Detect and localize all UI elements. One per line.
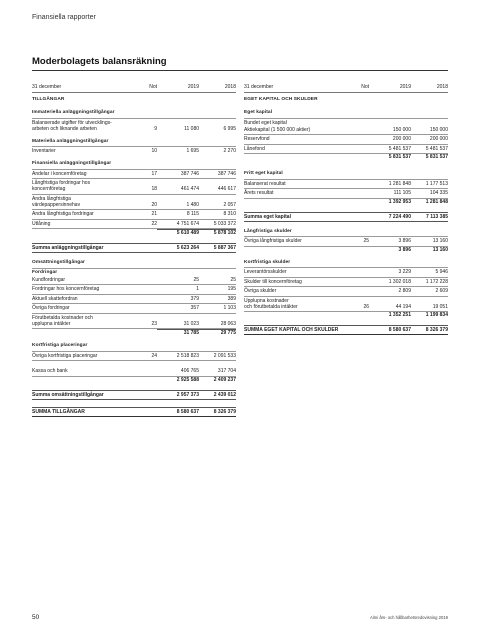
subgroup-heading-text: Bundet eget kapital bbox=[244, 119, 287, 126]
subtotal-2019: 5 610 489 bbox=[157, 229, 199, 236]
row-label: Balanserade utgifter för utvecklings- arbeten och liknande arbeten bbox=[32, 119, 112, 132]
grand-total-label: SUMMA TILLGÅNGAR bbox=[32, 408, 85, 415]
row-2018: 317 704 bbox=[217, 368, 236, 374]
row-label: Förutbetalda kostnader och upplupna intäkter bbox=[32, 314, 93, 327]
table-row bbox=[244, 238, 448, 247]
table-row bbox=[32, 196, 236, 211]
table-row bbox=[32, 148, 236, 154]
financial-rows bbox=[32, 171, 236, 230]
grand-total-2018: 8 326 379 bbox=[213, 408, 236, 415]
subgroup-heading bbox=[244, 120, 448, 126]
col-header-2019: 2019 bbox=[399, 84, 411, 90]
title-divider bbox=[32, 70, 448, 71]
table-row bbox=[244, 190, 448, 199]
row-label: Skulder till koncernföretag bbox=[244, 278, 302, 285]
row-2019: 4 751 674 bbox=[176, 220, 199, 227]
group-heading bbox=[32, 260, 236, 269]
col-header-label: 31 december bbox=[244, 84, 274, 90]
row-label: Utlåning bbox=[32, 220, 51, 227]
group-heading-text: Kortfristiga skulder bbox=[244, 259, 291, 265]
total-label: Summa omsättningstillgångar bbox=[32, 391, 104, 398]
table-row bbox=[32, 221, 236, 230]
row-label: Reservfond bbox=[244, 136, 270, 142]
table-row bbox=[244, 146, 448, 155]
col-header-note: Not bbox=[361, 84, 369, 90]
subtotal-2018: 5 831 537 bbox=[425, 154, 448, 160]
total-row bbox=[32, 390, 236, 400]
row-2018: 2 091 533 bbox=[213, 352, 236, 359]
row-2018: 150 000 bbox=[429, 126, 448, 133]
row-2019: 2 518 823 bbox=[176, 352, 199, 359]
group-heading-text: Finansiella anläggningstillgångar bbox=[32, 161, 112, 166]
row-2019: 44 194 bbox=[395, 303, 411, 310]
section-title bbox=[244, 97, 448, 103]
col-header-note: Not bbox=[149, 84, 157, 90]
table-row bbox=[244, 136, 448, 145]
table-row bbox=[244, 181, 448, 190]
group-heading-text: Omsättningstillgångar bbox=[32, 260, 86, 265]
table-row bbox=[244, 127, 448, 136]
row-note: 20 bbox=[151, 201, 157, 208]
subtotal-2018: 29 775 bbox=[199, 329, 236, 336]
group-heading bbox=[244, 229, 448, 238]
row-label: Leverantörsskulder bbox=[244, 269, 287, 275]
table-row bbox=[32, 353, 236, 362]
free-equity-rows bbox=[244, 181, 448, 199]
receivables-rows bbox=[32, 277, 236, 330]
page-number: 50 bbox=[32, 614, 40, 621]
table-row bbox=[32, 180, 236, 195]
subtotal-row bbox=[244, 312, 448, 318]
row-2018: 1 177 513 bbox=[425, 180, 448, 187]
grand-total-2019: 8 580 637 bbox=[388, 327, 411, 333]
row-label: Fordringar hos koncernföretag bbox=[32, 286, 100, 292]
grand-total-2019: 8 580 637 bbox=[176, 408, 199, 415]
group-heading bbox=[32, 343, 236, 352]
col-header-2019: 2019 bbox=[187, 84, 199, 90]
col-header-label: 31 december bbox=[32, 84, 62, 90]
row-note: 21 bbox=[151, 211, 157, 217]
total-row bbox=[244, 212, 448, 222]
subtotal-2019: 1 392 953 bbox=[388, 198, 411, 205]
total-row bbox=[32, 243, 236, 253]
group-heading-text: Materiella anläggningstillgångar bbox=[32, 138, 109, 144]
row-2018: 2 057 bbox=[223, 201, 236, 208]
row-2019: 357 bbox=[190, 305, 199, 311]
row-2019: 1 281 848 bbox=[388, 180, 411, 187]
row-note: 17 bbox=[151, 170, 157, 177]
row-label: Övriga skulder bbox=[244, 288, 277, 294]
grand-total-label: SUMMA EGET KAPITAL OCH SKULDER bbox=[244, 327, 339, 333]
total-2019: 5 623 264 bbox=[176, 245, 199, 251]
grand-total-2018: 8 326 379 bbox=[425, 327, 448, 333]
row-2019: 1 695 bbox=[186, 148, 199, 154]
row-note: 23 bbox=[151, 320, 157, 327]
row-2019: 5 481 537 bbox=[388, 145, 411, 152]
subtotal-row bbox=[32, 329, 236, 336]
short-term-liabilities-rows bbox=[244, 269, 448, 312]
row-2019: 200 000 bbox=[392, 136, 411, 142]
row-2019: 11 080 bbox=[184, 125, 199, 132]
table-row bbox=[244, 298, 448, 313]
row-2019: 1 480 bbox=[186, 201, 199, 208]
subtotal-2018: 13 160 bbox=[432, 246, 448, 253]
row-label: Balanserat resultat bbox=[244, 180, 286, 187]
grand-total-row bbox=[32, 407, 236, 417]
row-note: 10 bbox=[151, 148, 157, 154]
row-2019: 387 746 bbox=[180, 170, 199, 177]
row-2018: 389 bbox=[227, 295, 236, 302]
row-2018: 13 160 bbox=[432, 238, 448, 244]
row-2018: 6 995 bbox=[223, 125, 236, 132]
column-header bbox=[244, 84, 448, 93]
col-header-2018: 2018 bbox=[436, 84, 448, 90]
row-2018: 5 481 537 bbox=[425, 145, 448, 152]
row-2019: 3 896 bbox=[398, 238, 411, 244]
row-label: Inventarier bbox=[32, 148, 56, 154]
row-2018: 28 063 bbox=[220, 320, 236, 327]
page-title: Moderbolagets balansräkning bbox=[32, 56, 167, 67]
row-label: Aktiekapital (1 500 000 aktier) bbox=[244, 126, 311, 133]
row-note: 18 bbox=[151, 186, 157, 192]
row-2018: 2 609 bbox=[435, 288, 448, 294]
total-2018: 5 887 367 bbox=[213, 245, 236, 251]
row-note: 26 bbox=[363, 303, 369, 310]
table-row bbox=[32, 171, 236, 180]
subtotal-2018: 1 199 834 bbox=[425, 312, 448, 318]
subtotal-2019: 5 831 537 bbox=[388, 154, 411, 160]
row-label: Övriga fordringar bbox=[32, 305, 70, 311]
table-row bbox=[32, 286, 236, 295]
subtotal-row bbox=[244, 154, 448, 160]
total-2019: 7 224 490 bbox=[388, 213, 411, 220]
table-row bbox=[244, 288, 448, 297]
group-heading bbox=[32, 139, 236, 148]
row-label: Andra långfristiga fordringar bbox=[32, 211, 94, 217]
row-2018: 200 000 bbox=[429, 136, 448, 142]
row-2019: 31 023 bbox=[183, 320, 199, 327]
section-title bbox=[32, 97, 236, 103]
total-label: Summa anläggningstillgångar bbox=[32, 245, 104, 251]
row-note: 24 bbox=[151, 352, 157, 359]
total-label: Summa eget kapital bbox=[244, 213, 291, 220]
row-2018: 8 310 bbox=[223, 211, 236, 217]
row-2018: 1 172 228 bbox=[425, 278, 448, 285]
total-2019: 2 957 373 bbox=[176, 391, 199, 398]
row-label: Kassa och bank bbox=[32, 368, 68, 374]
row-label: Aktuell skattefordran bbox=[32, 295, 78, 302]
section-title-text: EGET KAPITAL OCH SKULDER bbox=[244, 97, 318, 102]
group-heading-text: Immateriella anläggningstillgångar bbox=[32, 110, 115, 115]
row-2019: 379 bbox=[190, 295, 199, 302]
table-row bbox=[244, 269, 448, 278]
total-2018: 7 113 385 bbox=[426, 213, 448, 220]
subgroup-heading bbox=[32, 270, 236, 276]
row-2019: 8 115 bbox=[186, 211, 199, 217]
subtotal-2019: 31 785 bbox=[157, 329, 199, 336]
row-2019: 111 105 bbox=[393, 190, 411, 196]
grand-total-row bbox=[244, 325, 448, 335]
row-label: Årets resultat bbox=[244, 190, 274, 196]
section-header: Finansiella rapporter bbox=[32, 14, 96, 21]
table-row bbox=[32, 296, 236, 305]
subtotal-row bbox=[32, 377, 236, 383]
subtotal-2018: 5 878 102 bbox=[199, 229, 236, 236]
row-label: Långfristiga fordringar hos koncernföretag bbox=[32, 180, 91, 192]
total-2018: 2 439 012 bbox=[213, 391, 236, 398]
table-row bbox=[32, 120, 236, 132]
group-heading-text: Eget kapital bbox=[244, 110, 273, 115]
subtotal-2019: 1 352 251 bbox=[388, 312, 411, 318]
row-2019: 150 000 bbox=[392, 126, 411, 133]
row-2018: 19 051 bbox=[432, 303, 448, 310]
row-label: Övriga långfristiga skulder bbox=[244, 238, 302, 244]
table-row bbox=[32, 368, 236, 377]
row-2018: 1 103 bbox=[223, 305, 236, 311]
equity-rows bbox=[244, 127, 448, 155]
row-2018: 5 033 372 bbox=[213, 220, 236, 227]
table-row bbox=[32, 315, 236, 330]
row-2018: 25 bbox=[230, 276, 236, 283]
equity-liabilities-column bbox=[244, 84, 448, 335]
group-heading-text: Fritt eget kapital bbox=[244, 171, 283, 176]
subgroup-heading-text: Fordringar bbox=[32, 269, 58, 275]
assets-column bbox=[32, 84, 236, 417]
subtotal-row bbox=[32, 229, 236, 236]
row-note: 9 bbox=[154, 125, 157, 132]
table-row bbox=[32, 305, 236, 314]
group-heading bbox=[244, 171, 448, 180]
group-heading bbox=[32, 110, 236, 119]
row-label: Kundfordringar bbox=[32, 276, 66, 283]
subtotal-row bbox=[244, 199, 448, 205]
group-heading-text: Kortfristiga placeringar bbox=[32, 343, 88, 348]
subtotal-2019: 2 925 588 bbox=[176, 376, 199, 383]
row-note: 25 bbox=[363, 238, 369, 244]
section-title-text: TILLGÅNGAR bbox=[32, 97, 65, 102]
subtotal-2019: 3 896 bbox=[398, 246, 411, 253]
row-label: Andra långfristiga värdepappersinnehav bbox=[32, 195, 81, 208]
table-row bbox=[244, 279, 448, 288]
row-2019: 3 229 bbox=[398, 269, 411, 275]
table-row bbox=[32, 277, 236, 286]
group-heading bbox=[244, 110, 448, 119]
subtotal-row bbox=[244, 247, 448, 253]
row-label: Upplupna kostnader och förutbetalda intäkter bbox=[244, 297, 298, 310]
row-2019: 1 bbox=[196, 286, 199, 292]
row-2018: 195 bbox=[227, 286, 236, 292]
row-2019: 406 765 bbox=[180, 368, 199, 374]
table-row bbox=[32, 211, 236, 220]
group-heading-text: Långfristiga skulder bbox=[244, 228, 292, 234]
row-note: 22 bbox=[151, 220, 157, 227]
row-2018: 104 335 bbox=[429, 190, 448, 196]
row-2018: 387 746 bbox=[217, 170, 236, 177]
subtotal-2018: 2 409 237 bbox=[213, 376, 236, 383]
row-2018: 446 617 bbox=[217, 186, 236, 192]
footer-text: Almi års- och hållbarhetsredovisning 2019 bbox=[370, 615, 448, 620]
row-2018: 5 946 bbox=[435, 269, 448, 275]
row-2018: 2 270 bbox=[223, 148, 236, 154]
row-2019: 1 302 018 bbox=[388, 278, 411, 285]
row-label: Andelar i koncernföretag bbox=[32, 170, 87, 177]
col-header-2018: 2018 bbox=[224, 84, 236, 90]
column-header bbox=[32, 84, 236, 93]
row-2019: 25 bbox=[193, 276, 199, 283]
row-2019: 2 809 bbox=[398, 288, 411, 294]
row-label: Övriga kortfristiga placeringar bbox=[32, 352, 98, 359]
row-2019: 461 474 bbox=[180, 186, 199, 192]
group-heading bbox=[32, 161, 236, 170]
subtotal-2018: 1 281 848 bbox=[425, 198, 448, 205]
group-heading bbox=[244, 260, 448, 269]
row-label: Lånefond bbox=[244, 145, 265, 152]
